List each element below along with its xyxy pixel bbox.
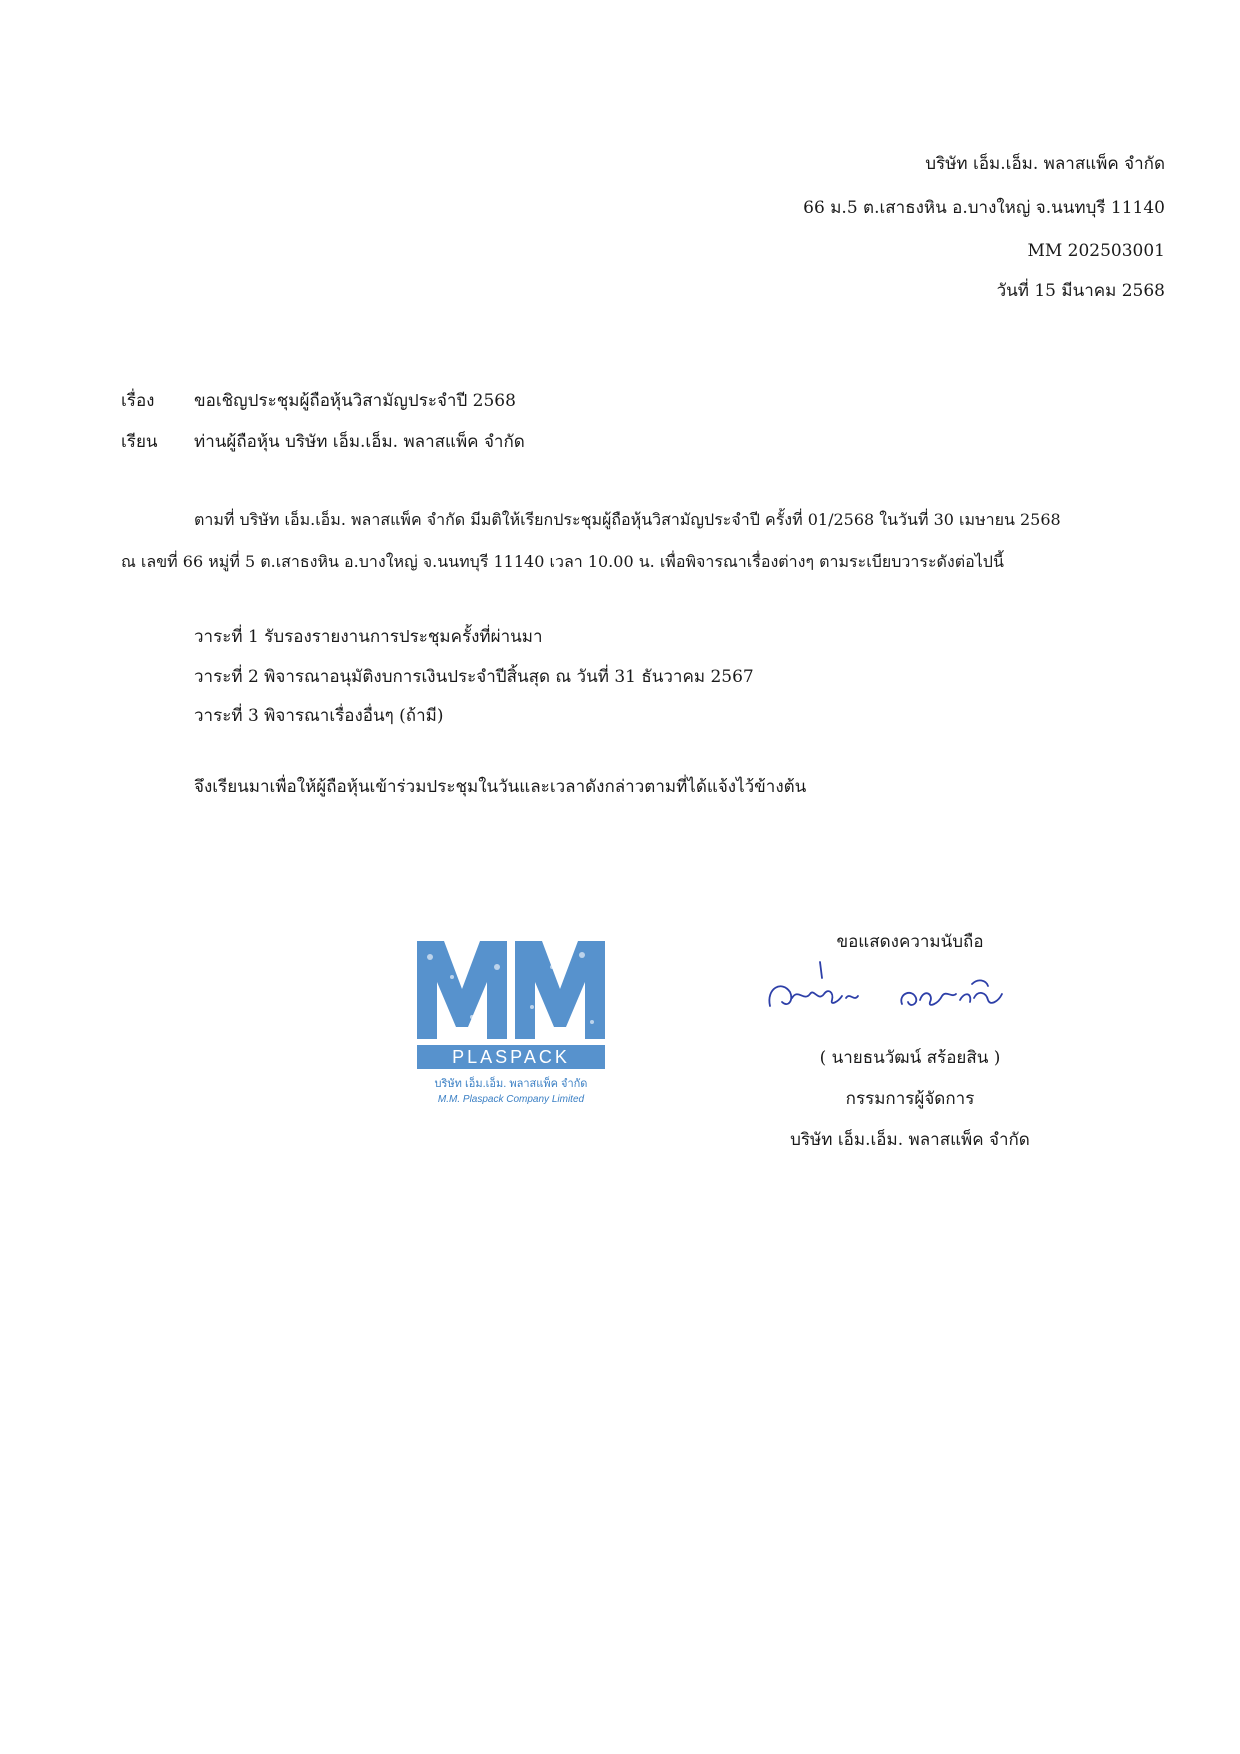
regards-text: ขอแสดงความนับถือ — [836, 932, 984, 952]
signer-company: บริษัท เอ็ม.เอ็ม. พลาสแพ็ค จำกัด — [790, 1130, 1030, 1150]
subject-text: ขอเชิญประชุมผู้ถือหุ้นวิสามัญประจำปี 2568 — [194, 391, 516, 411]
agenda-item-1: วาระที่ 1 รับรองรายงานการประชุมครั้งที่ผ่านมา — [194, 627, 543, 647]
header-date: วันที่ 15 มีนาคม 2568 — [996, 281, 1165, 301]
body-line-2: ณ เลขที่ 66 หมู่ที่ 5 ต.เสาธงหิน อ.บางใหญ่ จ.นนทบุรี 11140 เวลา 10.00 น. เพื่อพิจารณาเรื่องต่างๆ ตามระเบียบวาระดังต่อไปนี้ — [121, 552, 1004, 571]
header-doc-number: MM 202503001 — [1027, 241, 1165, 261]
body-line-1: ตามที่ บริษัท เอ็ม.เอ็ม. พลาสแพ็ค จำกัด มีมติให้เรียกประชุมผู้ถือหุ้นวิสามัญประจำปี ครั้งที่ 01/2568 ในวันที่ 30 เมษายน 2568 — [194, 510, 1061, 529]
header-company: บริษัท เอ็ม.เอ็ม. พลาสแพ็ค จำกัด — [925, 154, 1165, 174]
signer-name: ( นายธนวัฒน์ สร้อยสิน ) — [819, 1048, 1001, 1068]
closing-text: จึงเรียนมาเพื่อให้ผู้ถือหุ้นเข้าร่วมประชุมในวันและเวลาดังกล่าวตามที่ได้แจ้งไว้ข้างต้น — [194, 777, 807, 797]
to-label: เรียน — [121, 432, 158, 452]
stamp-thai-name: บริษัท เอ็ม.เอ็ม. พลาสแพ็ค จำกัด — [434, 1078, 588, 1090]
header-address: 66 ม.5 ต.เสาธงหิน อ.บางใหญ่ จ.นนทบุรี 11140 — [803, 198, 1165, 218]
to-text: ท่านผู้ถือหุ้น บริษัท เอ็ม.เอ็ม. พลาสแพ็ค จำกัด — [194, 432, 525, 452]
stamp-english-name: M.M. Plaspack Company Limited — [437, 1094, 585, 1105]
subject-label: เรื่อง — [121, 391, 155, 411]
handwritten-signature — [752, 958, 1052, 1018]
company-stamp — [412, 927, 610, 1112]
signer-position: กรรมการผู้จัดการ — [845, 1089, 975, 1109]
agenda-item-3: วาระที่ 3 พิจารณาเรื่องอื่นๆ (ถ้ามี) — [194, 706, 444, 726]
stamp-brand: PLASPACK — [452, 1047, 570, 1067]
agenda-item-2: วาระที่ 2 พิจารณาอนุมัติงบการเงินประจำปีสิ้นสุด ณ วันที่ 31 ธันวาคม 2567 — [194, 667, 754, 687]
